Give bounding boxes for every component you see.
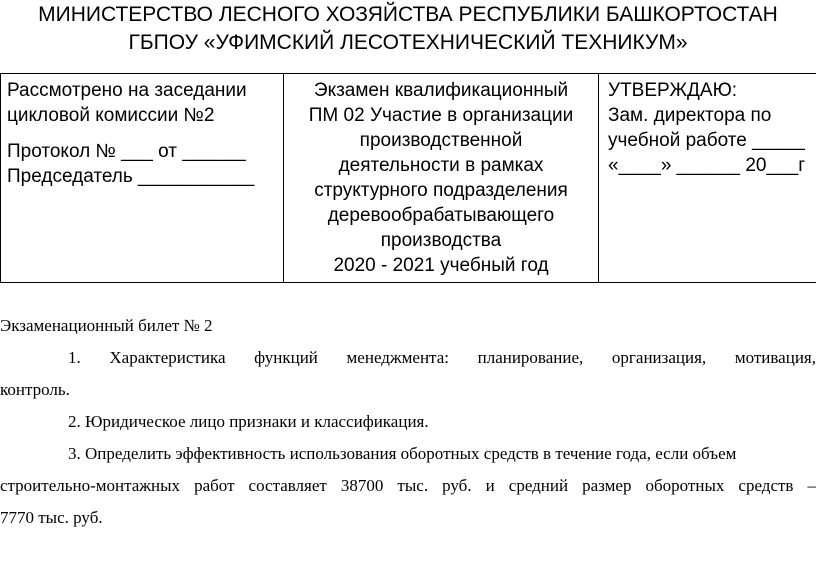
exam-line-4: деятельности в рамках xyxy=(338,155,544,176)
approve-heading: УТВЕРЖДАЮ: xyxy=(608,80,738,101)
question-1-line-2: контроль. xyxy=(0,380,70,399)
approval-table xyxy=(0,73,816,283)
exam-line-5: структурного подразделения xyxy=(314,180,568,201)
question-3-line-1: 3. Определить эффективность использования оборотных средств в течение года, если объем xyxy=(68,444,737,463)
approve-line-2: Зам. директора по xyxy=(608,105,772,126)
commission-line-2: цикловой комиссии №2 xyxy=(7,105,215,126)
academic-year: 2020 - 2021 учебный год xyxy=(333,255,549,276)
exam-cell xyxy=(284,74,599,282)
question-1-line-1: 1. Характеристика функций менеджмента: планирование, организация, мотивация, xyxy=(68,348,816,367)
question-3-line-2: строительно-монтажных работ составляет 38700 тыс. руб. и средний размер оборотных средств – xyxy=(0,476,816,495)
ticket-body xyxy=(0,310,816,534)
exam-line-1: Экзамен квалификационный xyxy=(313,80,569,101)
protocol-line: Протокол № ___ от ______ xyxy=(7,141,246,162)
approve-line-3: учебной работе _____ xyxy=(608,130,805,151)
school-header: ГБПОУ «УФИМСКИЙ ЛЕСОТЕХНИЧЕСКИЙ ТЕХНИКУМ» xyxy=(128,31,688,54)
chairman-line: Председатель ___________ xyxy=(7,166,255,187)
approve-date-line: «____» ______ 20___г xyxy=(608,155,806,176)
spacer xyxy=(7,128,283,139)
question-2: 2. Юридическое лицо признаки и классификация. xyxy=(68,412,429,431)
exam-line-3: производственной xyxy=(359,130,523,151)
commission-cell xyxy=(1,74,284,282)
exam-line-2: ПМ 02 Участие в организации xyxy=(308,105,574,126)
ticket-title: Экзаменационный билет № 2 xyxy=(0,316,213,335)
exam-line-7: производства xyxy=(380,230,502,251)
ministry-header: МИНИСТЕРСТВО ЛЕСНОГО ХОЗЯЙСТВА РЕСПУБЛИКИ БАШКОРТОСТАН xyxy=(38,3,778,26)
commission-line-1: Рассмотрено на заседании xyxy=(7,80,247,101)
approval-cell xyxy=(599,74,816,282)
exam-line-6: деревообрабатывающего xyxy=(327,205,555,226)
question-3-line-3: 7770 тыс. руб. xyxy=(0,508,103,527)
